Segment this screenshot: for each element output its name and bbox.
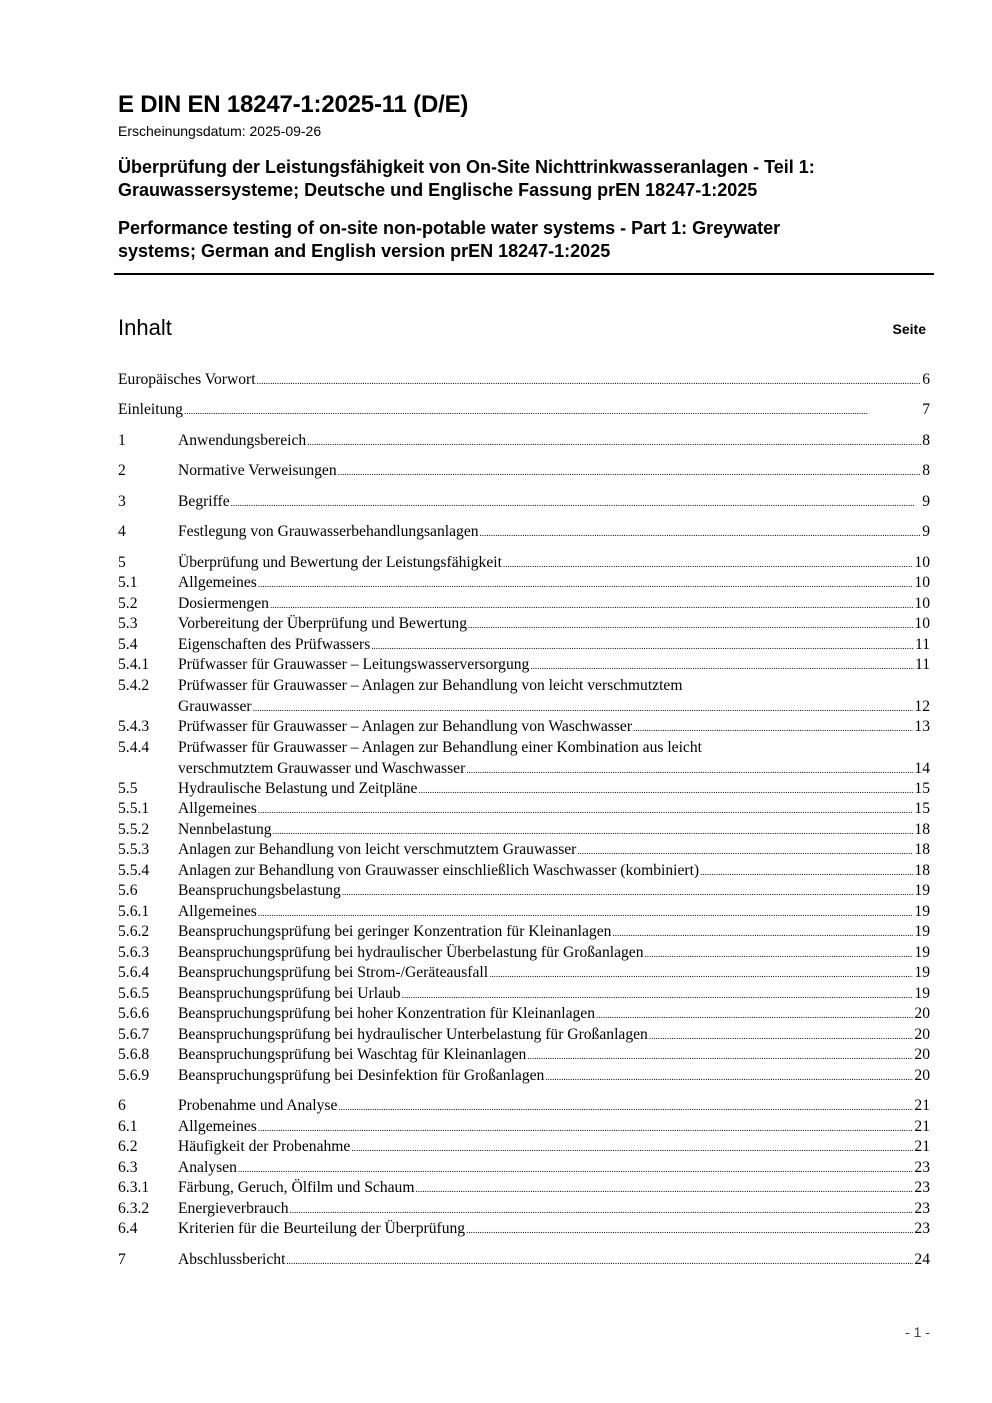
dot-leader <box>700 861 913 883</box>
toc-entry-page: 8 <box>922 462 930 479</box>
dot-leader <box>231 492 922 514</box>
toc-entry-title: Normative Verweisungen <box>178 462 337 479</box>
toc-entry[interactable] <box>118 1045 930 1066</box>
dot-leader <box>258 573 914 595</box>
toc-entry-number: 5.4.3 <box>118 718 150 735</box>
toc-entry[interactable] <box>118 1178 930 1199</box>
toc-entry-title: Allgemeines <box>178 903 257 920</box>
title-english-line-2: systems; German and English version prEN 18247-1:2025 <box>118 241 611 261</box>
toc-entry-title: Beanspruchungsprüfung bei Urlaub <box>178 985 401 1002</box>
toc-entry-title: Einleitung <box>118 401 183 418</box>
toc-entry[interactable] <box>118 522 930 543</box>
toc-entry-page: 18 <box>914 821 930 838</box>
dot-leader <box>577 840 913 862</box>
toc-entry-page: 11 <box>914 656 930 673</box>
toc-entry-number: 5.4 <box>118 636 138 653</box>
dot-leader <box>480 522 922 544</box>
toc-entry-number: 5.6.1 <box>118 903 150 920</box>
toc-entry[interactable] <box>118 1137 930 1158</box>
toc-entry-title-continued: verschmutztem Grauwasser und Waschwasser <box>178 759 466 777</box>
header-divider <box>114 273 934 275</box>
toc-entry-title: Kriterien für die Beurteilung der Überprüfung <box>178 1220 466 1237</box>
toc-entry-number: 6 <box>118 1097 126 1114</box>
toc-entry-page: 21 <box>914 1138 930 1155</box>
toc-heading <box>118 314 926 344</box>
toc-entry[interactable] <box>118 594 930 615</box>
dot-leader <box>253 697 914 719</box>
toc-entry[interactable] <box>118 799 930 820</box>
toc-entry[interactable] <box>118 1250 930 1271</box>
toc-entry[interactable] <box>118 676 930 717</box>
toc-entry-title: Anlagen zur Behandlung von Grauwasser einschließlich Waschwasser (kombiniert) <box>178 862 700 879</box>
toc-entry-title: Nennbelastung <box>178 821 272 838</box>
toc-entry-page: 12 <box>914 697 930 715</box>
document-id: E DIN EN 18247-1:2025-11 (D/E) <box>118 91 469 118</box>
toc-entry-page: 20 <box>914 1005 930 1022</box>
toc-entry-page: 20 <box>914 1046 930 1063</box>
dot-leader <box>257 370 922 392</box>
title-english <box>118 217 934 263</box>
toc-entry-page: 10 <box>914 615 930 632</box>
toc-entry-title: Dosiermengen <box>178 595 269 612</box>
toc-entry-number: 5.1 <box>118 574 138 591</box>
toc-page-label: Seite <box>892 321 926 337</box>
toc-entry-number: 5.6.5 <box>118 985 150 1002</box>
toc-entry-title: Allgemeines <box>178 1118 257 1135</box>
dot-leader <box>418 779 913 801</box>
toc-entry-page: 9 <box>922 523 930 540</box>
toc-entry-number: 6.3 <box>118 1159 138 1176</box>
toc-entry-page: 9 <box>922 493 930 510</box>
toc-entry-page: 19 <box>914 903 930 920</box>
toc-entry[interactable] <box>118 635 930 656</box>
dot-leader <box>290 1199 914 1221</box>
dot-leader <box>270 594 913 616</box>
toc-entry-number: 6.3.2 <box>118 1200 150 1217</box>
toc-entry-number: 6.2 <box>118 1138 138 1155</box>
dot-leader <box>612 922 913 944</box>
toc-entry[interactable] <box>118 779 930 800</box>
toc-entry-title: Hydraulische Belastung und Zeitpläne <box>178 780 418 797</box>
dot-leader <box>238 1158 914 1180</box>
toc-entry-title-continued: Grauwasser <box>178 697 252 715</box>
dot-leader <box>273 820 914 842</box>
toc-entry-number: 5.6.2 <box>118 923 150 940</box>
toc-entry[interactable] <box>118 1096 930 1117</box>
dot-leader <box>402 984 914 1006</box>
dot-leader <box>258 1117 914 1139</box>
toc-entry[interactable] <box>118 461 930 482</box>
toc-entry[interactable] <box>118 614 930 635</box>
toc-entry-number: 5.6 <box>118 882 138 899</box>
title-english-line-1: Performance testing of on-site non-potable water systems - Part 1: Greywater <box>118 218 781 238</box>
toc-entry-page: 10 <box>914 595 930 612</box>
toc-entry-page: 21 <box>914 1097 930 1114</box>
toc-entry-page: 18 <box>914 841 930 858</box>
toc-entry-page: 18 <box>914 862 930 879</box>
toc-entry-number: 5.4.1 <box>118 656 150 673</box>
toc-entry-page: 19 <box>914 923 930 940</box>
toc-entry-title: Probenahme und Analyse <box>178 1097 338 1114</box>
toc-entry-page: 7 <box>922 401 930 418</box>
toc-entry-title: Beanspruchungsprüfung bei hoher Konzentration für Kleinanlagen <box>178 1005 596 1022</box>
toc-entry[interactable] <box>118 1199 930 1220</box>
toc-entry[interactable] <box>118 963 930 984</box>
dot-leader <box>184 400 921 422</box>
toc-entry[interactable] <box>118 1158 930 1179</box>
toc-entry[interactable] <box>118 984 930 1005</box>
toc-entry-number: 5.5.1 <box>118 800 150 817</box>
toc-entry[interactable] <box>118 1004 930 1025</box>
toc-entry-title: Anwendungsbereich <box>178 432 307 449</box>
dot-leader <box>530 655 914 677</box>
toc-entry-page: 23 <box>914 1220 930 1237</box>
dot-leader <box>371 635 914 657</box>
toc-entry-title: Anlagen zur Behandlung von leicht verschmutztem Grauwasser <box>178 841 577 858</box>
toc-entry-title: Beanspruchungsprüfung bei Waschtag für Kleinanlagen <box>178 1046 527 1063</box>
title-german <box>118 156 934 202</box>
toc-entry-title: Eigenschaften des Prüfwassers <box>178 636 371 653</box>
toc-entry-number: 7 <box>118 1251 126 1268</box>
toc-entry-title: Beanspruchungsprüfung bei Desinfektion für Großanlagen <box>178 1067 545 1084</box>
dot-leader <box>342 881 914 903</box>
toc-entry-title: Überprüfung und Bewertung der Leistungsfähigkeit <box>178 554 502 571</box>
toc-entry-title: Beanspruchungsbelastung <box>178 882 341 899</box>
dot-leader <box>645 943 914 965</box>
toc-entry-title: Beanspruchungsprüfung bei hydraulischer Überbelastung für Großanlagen <box>178 944 644 961</box>
toc-entry[interactable] <box>118 717 930 738</box>
dot-leader <box>503 553 913 575</box>
toc-entry-number: 2 <box>118 462 126 479</box>
dot-leader <box>338 1096 913 1118</box>
toc-entry-title: Häufigkeit der Probenahme <box>178 1138 351 1155</box>
dot-leader <box>351 1137 913 1159</box>
toc-entry-title: Abschlussbericht <box>178 1251 286 1268</box>
toc-entry[interactable] <box>118 1025 930 1046</box>
toc-entry-page: 8 <box>922 432 930 449</box>
toc-entry[interactable] <box>118 881 930 902</box>
toc-entry-page: 23 <box>914 1179 930 1196</box>
toc-entry-title: Begriffe <box>178 493 230 510</box>
toc-entry-number: 5.5.4 <box>118 862 150 879</box>
toc-entry-title: Färbung, Geruch, Ölfilm und Schaum <box>178 1179 415 1196</box>
toc-entry-number: 5.6.8 <box>118 1046 150 1063</box>
toc-entry-page: 10 <box>914 554 930 571</box>
dot-leader <box>307 431 921 453</box>
dot-leader <box>258 799 914 821</box>
toc-entry-page: 11 <box>914 636 930 653</box>
toc-entry-title: Prüfwasser für Grauwasser – Anlagen zur Behandlung einer Kombination aus leicht <box>178 739 702 756</box>
toc-entry-number: 6.4 <box>118 1220 138 1237</box>
toc-entry-page: 19 <box>914 882 930 899</box>
toc-entry-title: Festlegung von Grauwasserbehandlungsanlagen <box>178 523 479 540</box>
toc-entry-page: 23 <box>914 1200 930 1217</box>
toc-entry-page: 20 <box>914 1067 930 1084</box>
dot-leader <box>466 1219 913 1241</box>
toc-entry-page: 15 <box>914 780 930 797</box>
toc-entry-title: Prüfwasser für Grauwasser – Anlagen zur Behandlung von leicht verschmutztem <box>178 677 683 694</box>
toc-entry[interactable] <box>118 738 930 779</box>
toc-entry-title: Prüfwasser für Grauwasser – Anlagen zur Behandlung von Waschwasser <box>178 718 633 735</box>
toc-entry-page: 21 <box>914 1118 930 1135</box>
toc-entry-page: 19 <box>914 944 930 961</box>
document-header <box>118 90 934 263</box>
toc-entry[interactable] <box>118 840 930 861</box>
toc-entry-page: 13 <box>914 718 930 735</box>
toc-entry[interactable] <box>118 655 930 676</box>
toc-entry-number: 5.3 <box>118 615 138 632</box>
dot-leader <box>415 1178 913 1200</box>
toc-entry-number: 5.6.6 <box>118 1005 150 1022</box>
dot-leader <box>633 717 913 739</box>
dot-leader <box>489 963 913 985</box>
toc-entry-page: 10 <box>914 574 930 591</box>
toc-entry-number: 5.4.2 <box>118 677 150 694</box>
toc-entry-number: 5.2 <box>118 595 138 612</box>
dot-leader <box>545 1066 913 1088</box>
toc-entry[interactable] <box>118 820 930 841</box>
toc-entry[interactable] <box>118 553 930 574</box>
toc-entry[interactable] <box>118 1219 930 1240</box>
toc-entry-title: Europäisches Vorwort <box>118 371 256 388</box>
toc-entry-page: 19 <box>914 964 930 981</box>
toc-entry-page: 24 <box>914 1251 930 1268</box>
toc-entry-title: Allgemeines <box>178 574 257 591</box>
toc-entry-page: 23 <box>914 1159 930 1176</box>
toc-entry[interactable] <box>118 1117 930 1138</box>
toc-entry[interactable] <box>118 922 930 943</box>
toc-entry-number: 6.3.1 <box>118 1179 150 1196</box>
toc-entry-number: 1 <box>118 432 126 449</box>
toc-entry-number: 5.6.7 <box>118 1026 150 1043</box>
toc-entry-number: 5.6.3 <box>118 944 150 961</box>
toc-entry[interactable] <box>118 1066 930 1087</box>
toc-entry[interactable] <box>118 902 930 923</box>
toc-entry[interactable] <box>118 492 930 513</box>
dot-leader <box>649 1025 914 1047</box>
toc-entry[interactable] <box>118 943 930 964</box>
toc-entry-title: Allgemeines <box>178 800 257 817</box>
title-german-line-2: Grauwassersysteme; Deutsche und Englische Fassung prEN 18247-1:2025 <box>118 180 758 200</box>
toc-entry[interactable] <box>118 400 930 421</box>
page-number: - 1 - <box>905 1324 930 1340</box>
toc-title: Inhalt <box>118 315 172 340</box>
toc-entry[interactable] <box>118 573 930 594</box>
toc-entry-number: 5.4.4 <box>118 739 150 756</box>
dot-leader <box>527 1045 913 1067</box>
toc-entry[interactable] <box>118 431 930 452</box>
toc-entry[interactable] <box>118 370 930 391</box>
toc-entry-number: 6.1 <box>118 1118 138 1135</box>
publication-date: Erscheinungsdatum: 2025-09-26 <box>118 123 322 139</box>
dot-leader <box>468 614 913 636</box>
toc-entry-title: Analysen <box>178 1159 237 1176</box>
toc-entry-number: 5.6.4 <box>118 964 150 981</box>
toc-entry-page: 19 <box>914 985 930 1002</box>
toc-entry-page: 15 <box>914 800 930 817</box>
toc-entry-title: Beanspruchungsprüfung bei hydraulischer Unterbelastung für Großanlagen <box>178 1026 648 1043</box>
toc-entry-title: Beanspruchungsprüfung bei Strom-/Geräteausfall <box>178 964 489 981</box>
toc-entry-number: 3 <box>118 493 126 510</box>
toc-entry-title: Energieverbrauch <box>178 1200 289 1217</box>
title-german-line-1: Überprüfung der Leistungsfähigkeit von On-Site Nichttrinkwasseranlagen - Teil 1: <box>118 157 815 177</box>
toc-entry-number: 5.6.9 <box>118 1067 150 1084</box>
dot-leader <box>286 1250 913 1272</box>
dot-leader <box>596 1004 913 1026</box>
dot-leader <box>466 759 913 781</box>
toc-entry-title: Beanspruchungsprüfung bei geringer Konzentration für Kleinanlagen <box>178 923 612 940</box>
toc-entry-number: 5 <box>118 554 126 571</box>
toc-entry-number: 5.5 <box>118 780 138 797</box>
dot-leader <box>338 461 922 483</box>
toc-entry-title: Vorbereitung der Überprüfung und Bewertung <box>178 615 467 632</box>
toc-entry-title: Prüfwasser für Grauwasser – Leitungswasserversorgung <box>178 656 530 673</box>
toc-entry-number: 4 <box>118 523 126 540</box>
toc-entry-number: 5.5.3 <box>118 841 150 858</box>
toc-entry-page: 6 <box>922 371 930 388</box>
toc-entry-page: 14 <box>914 759 930 777</box>
toc-entry[interactable] <box>118 861 930 882</box>
toc-entry-page: 20 <box>914 1026 930 1043</box>
dot-leader <box>258 902 914 924</box>
toc-entry-number: 5.5.2 <box>118 821 150 838</box>
